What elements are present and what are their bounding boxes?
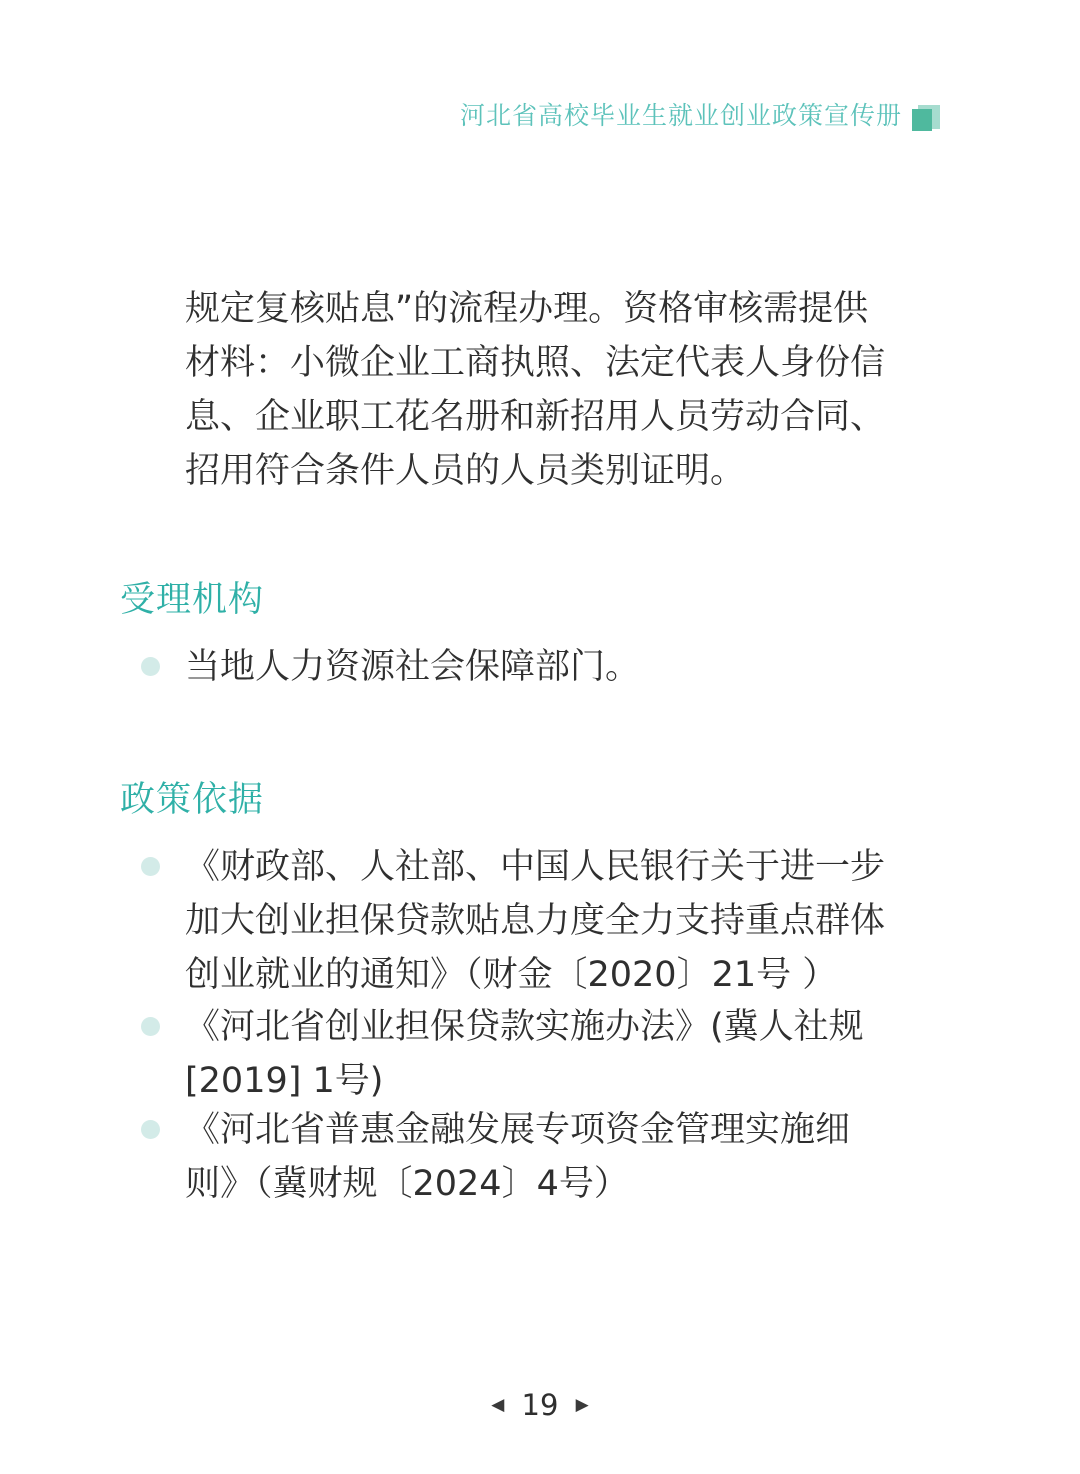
text-line: 加大创业担保贷款贴息力度全力支持重点群体 [185,901,886,941]
text-line: 当地人力资源社会保障部门。 [185,647,641,687]
text-line: 《财政部、人社部、中国人民银行关于进一步 [185,847,886,887]
text-line: [2019] 1号) [185,1061,384,1101]
text-line: 《河北省创业担保贷款实施办法》(冀人社规 [185,1007,864,1047]
header-square-icon [912,105,940,133]
list-item [185,640,945,694]
bullet-dot-icon [141,1017,160,1036]
bullet-dot-icon [141,1120,160,1139]
section-heading-agency: 受理机构 [120,580,265,620]
text-line: 招用符合条件人员的人员类别证明。 [185,451,746,491]
section-heading-policy-basis: 政策依据 [120,780,265,820]
list-item [185,1103,945,1211]
text-line: 《河北省普惠金融发展专项资金管理实施细 [185,1110,851,1150]
intro-paragraph [185,282,925,498]
list-item [185,1000,945,1108]
page-number: 19 [521,1388,559,1422]
triangle-right-icon[interactable]: ▶ [575,1395,589,1415]
text-line: 则》（冀财规〔2024〕4号） [185,1164,629,1204]
booklet-title: 河北省高校毕业生就业创业政策宣传册 [459,101,902,130]
triangle-left-icon[interactable]: ◀ [491,1395,505,1415]
bullet-dot-icon [141,857,160,876]
text-line: 息、企业职工花名册和新招用人员劳动合同、 [185,397,886,437]
list-item [185,840,945,1002]
text-line: 规定复核贴息”的流程办理。资格审核需提供 [185,289,869,329]
text-line: 材料：小微企业工商执照、法定代表人身份信 [185,343,886,383]
text-line: 创业就业的通知》（财金〔2020〕21号 ） [185,955,838,995]
bullet-dot-icon [141,657,160,676]
page-navigation [0,1386,1080,1422]
